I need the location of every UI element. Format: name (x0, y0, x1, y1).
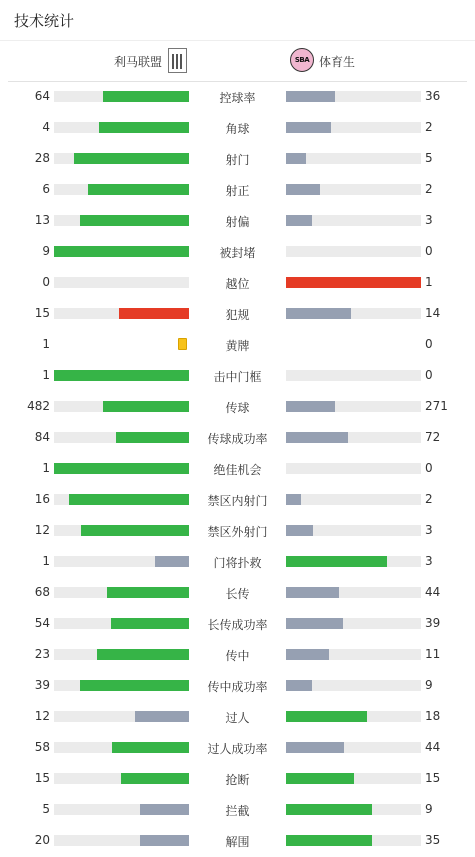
stat-label: 射偏 (225, 215, 250, 229)
stat-row (0, 205, 475, 236)
away-stat-value: 3 (425, 213, 433, 227)
away-stat-bar (286, 370, 421, 381)
away-stat-bar (286, 153, 421, 164)
away-stat-bar (286, 215, 421, 226)
home-stat-value: 15 (34, 771, 50, 785)
away-stat-bar-fill (286, 91, 335, 102)
stat-row (0, 298, 475, 329)
away-stat-bar (286, 773, 421, 784)
away-stat-value: 3 (425, 554, 433, 568)
away-stat-bar (286, 618, 421, 629)
stat-label: 传中 (225, 649, 250, 663)
stat-row (0, 794, 475, 825)
away-stat-bar-fill (286, 618, 343, 629)
stat-label: 被封堵 (219, 246, 256, 260)
stat-row (0, 608, 475, 639)
away-stat-bar (286, 91, 421, 102)
home-stat-bar (54, 649, 189, 660)
home-stat-bar-fill (140, 835, 189, 846)
stat-row (0, 546, 475, 577)
stat-row (0, 825, 475, 856)
stat-label: 传球 (225, 401, 250, 415)
stat-label: 射正 (225, 184, 250, 198)
away-stat-bar-fill (286, 184, 320, 195)
stat-row (0, 422, 475, 453)
home-stat-bar (54, 432, 189, 443)
stat-label: 越位 (225, 277, 250, 291)
home-stat-bar-fill (103, 401, 189, 412)
stat-label: 禁区内射门 (207, 494, 268, 508)
stat-row (0, 112, 475, 143)
home-stat-bar-fill (121, 773, 189, 784)
stat-label: 拦截 (225, 804, 250, 818)
away-stat-bar-fill (286, 711, 367, 722)
away-stat-value: 3 (425, 523, 433, 537)
home-stat-bar-fill (97, 649, 189, 660)
home-stat-bar (54, 153, 189, 164)
away-stat-value: 11 (425, 647, 441, 661)
stat-row (0, 329, 475, 360)
away-stat-value: 72 (425, 430, 441, 444)
away-stat-bar-fill (286, 556, 387, 567)
away-stat-bar (286, 680, 421, 691)
away-stat-value: 36 (425, 89, 441, 103)
away-stat-bar (286, 742, 421, 753)
home-stat-value: 1 (42, 461, 50, 475)
stat-row (0, 577, 475, 608)
home-stat-bar (54, 556, 189, 567)
section-title: 技术统计 (14, 12, 75, 30)
stat-label: 击中门框 (213, 370, 262, 384)
away-stat-value: 0 (425, 368, 433, 382)
stats-list (0, 81, 475, 856)
stat-label: 射门 (225, 153, 250, 167)
home-stat-bar-fill (116, 432, 189, 443)
home-stat-value: 12 (34, 709, 50, 723)
home-stat-value: 58 (34, 740, 50, 754)
stat-row (0, 143, 475, 174)
home-stat-value: 54 (34, 616, 50, 630)
stat-row (0, 174, 475, 205)
home-stat-value: 68 (34, 585, 50, 599)
away-stat-bar-fill (286, 277, 421, 288)
away-stat-bar (286, 835, 421, 846)
away-stat-value: 44 (425, 585, 441, 599)
away-stat-value: 2 (425, 182, 433, 196)
home-stat-bar-fill (112, 742, 189, 753)
home-stat-bar-fill (54, 370, 189, 381)
home-stat-bar-fill (80, 680, 189, 691)
stat-label: 解围 (225, 835, 250, 849)
away-stat-bar-fill (286, 122, 331, 133)
away-stat-bar (286, 463, 421, 474)
home-stat-bar-fill (140, 804, 189, 815)
home-stat-value: 6 (42, 182, 50, 196)
home-stat-bar (54, 308, 189, 319)
home-stat-bar-fill (107, 587, 189, 598)
sport-boys-crest-icon: SBA (290, 48, 314, 72)
away-stat-bar (286, 649, 421, 660)
home-stat-value: 1 (42, 368, 50, 382)
away-stat-bar-fill (286, 401, 335, 412)
home-stat-bar (54, 215, 189, 226)
away-stat-value: 9 (425, 678, 433, 692)
home-stat-bar-fill (103, 91, 189, 102)
home-stat-bar (54, 184, 189, 195)
yellow-card-icon (178, 338, 187, 350)
home-stat-value: 9 (42, 244, 50, 258)
home-stat-value: 16 (34, 492, 50, 506)
stat-label: 过人成功率 (207, 742, 268, 756)
away-stat-bar-fill (286, 773, 354, 784)
home-stat-value: 1 (42, 337, 50, 351)
home-stat-value: 0 (42, 275, 50, 289)
home-stat-value: 84 (34, 430, 50, 444)
home-stat-bar (54, 91, 189, 102)
away-stat-bar-fill (286, 494, 301, 505)
home-stat-value: 23 (34, 647, 50, 661)
home-stat-bar (54, 835, 189, 846)
home-stat-bar-fill (99, 122, 189, 133)
away-stat-bar-fill (286, 742, 344, 753)
home-stat-value: 4 (42, 120, 50, 134)
stat-row (0, 515, 475, 546)
home-stat-bar (54, 804, 189, 815)
home-stat-bar (54, 246, 189, 257)
away-stat-value: 0 (425, 461, 433, 475)
home-stat-bar (54, 773, 189, 784)
stat-label: 传球成功率 (207, 432, 268, 446)
home-stat-value: 15 (34, 306, 50, 320)
away-stat-bar (286, 525, 421, 536)
away-stat-value: 15 (425, 771, 441, 785)
stat-row (0, 763, 475, 794)
stat-row (0, 391, 475, 422)
away-stat-value: 44 (425, 740, 441, 754)
stat-label: 禁区外射门 (207, 525, 268, 539)
home-stat-bar (54, 401, 189, 412)
away-stat-bar-fill (286, 835, 372, 846)
stat-row (0, 732, 475, 763)
away-stat-bar (286, 401, 421, 412)
away-stat-value: 2 (425, 120, 433, 134)
away-stat-bar (286, 432, 421, 443)
away-stat-bar-fill (286, 215, 312, 226)
home-stat-bar (54, 525, 189, 536)
home-stat-value: 482 (27, 399, 50, 413)
stat-label: 长传成功率 (207, 618, 268, 632)
stat-label: 角球 (225, 122, 250, 136)
away-stat-value: 0 (425, 244, 433, 258)
stat-label: 抢断 (225, 773, 250, 787)
stat-row (0, 484, 475, 515)
home-stat-value: 28 (34, 151, 50, 165)
away-stat-bar-fill (286, 308, 351, 319)
home-stat-bar (54, 680, 189, 691)
away-stat-value: 0 (425, 337, 433, 351)
home-stat-bar (54, 711, 189, 722)
home-stat-bar (54, 494, 189, 505)
home-stat-bar-fill (81, 525, 189, 536)
away-stat-value: 39 (425, 616, 441, 630)
away-stat-bar (286, 122, 421, 133)
stat-label: 黄牌 (225, 339, 250, 353)
away-stat-bar (286, 556, 421, 567)
home-team-name: 利马联盟 (113, 55, 162, 69)
away-stat-value: 14 (425, 306, 441, 320)
away-stat-bar (286, 184, 421, 195)
away-stat-bar-fill (286, 680, 312, 691)
home-stat-bar-fill (54, 463, 189, 474)
home-stat-bar-fill (80, 215, 189, 226)
home-stat-bar (54, 618, 189, 629)
away-stat-value: 35 (425, 833, 441, 847)
home-stat-value: 1 (42, 554, 50, 568)
away-stat-bar-fill (286, 432, 348, 443)
stat-label: 传中成功率 (207, 680, 268, 694)
home-stat-bar-fill (155, 556, 189, 567)
away-stat-bar-fill (286, 153, 306, 164)
stat-row (0, 701, 475, 732)
home-stat-bar-fill (119, 308, 189, 319)
away-stat-bar-fill (286, 804, 372, 815)
home-stat-value: 39 (34, 678, 50, 692)
away-stat-value: 18 (425, 709, 441, 723)
away-stat-bar (286, 711, 421, 722)
home-stat-bar (54, 277, 189, 288)
home-stat-value: 20 (34, 833, 50, 847)
stat-label: 绝佳机会 (213, 463, 262, 477)
home-stat-bar-fill (69, 494, 189, 505)
stat-label: 门将扑救 (213, 556, 262, 570)
away-stat-value: 2 (425, 492, 433, 506)
home-stat-bar (54, 122, 189, 133)
home-stat-bar-fill (88, 184, 189, 195)
stat-row (0, 236, 475, 267)
stat-row (0, 360, 475, 391)
stat-label: 控球率 (219, 91, 256, 105)
home-stat-value: 12 (34, 523, 50, 537)
home-stat-bar (54, 587, 189, 598)
away-stat-bar-fill (286, 649, 329, 660)
away-stat-bar (286, 246, 421, 257)
home-stat-value: 64 (34, 89, 50, 103)
home-stat-bar-fill (135, 711, 189, 722)
home-stat-bar (54, 370, 189, 381)
stat-row (0, 639, 475, 670)
stat-row (0, 453, 475, 484)
stat-row (0, 81, 475, 112)
stat-row (0, 267, 475, 298)
away-stat-value: 271 (425, 399, 448, 413)
away-stat-bar (286, 308, 421, 319)
alianza-lima-crest-icon (168, 48, 187, 73)
stat-label: 过人 (225, 711, 250, 725)
home-stat-bar (54, 742, 189, 753)
stat-label: 犯规 (225, 308, 250, 322)
teams-bar (8, 41, 467, 82)
stats-header (0, 0, 475, 41)
away-team-name: 体育生 (319, 55, 356, 69)
away-stat-bar-fill (286, 525, 313, 536)
stat-label: 长传 (225, 587, 250, 601)
away-stat-bar (286, 277, 421, 288)
home-stat-bar-fill (111, 618, 189, 629)
away-stat-bar (286, 494, 421, 505)
home-stat-value: 5 (42, 802, 50, 816)
home-stat-bar (54, 463, 189, 474)
home-stat-bar-fill (74, 153, 189, 164)
away-stat-bar-fill (286, 587, 339, 598)
away-stat-value: 5 (425, 151, 433, 165)
away-stat-value: 1 (425, 275, 433, 289)
away-stat-bar (286, 804, 421, 815)
away-stat-value: 9 (425, 802, 433, 816)
home-stat-value: 13 (34, 213, 50, 227)
stat-row (0, 670, 475, 701)
away-stat-bar (286, 587, 421, 598)
home-stat-bar-fill (54, 246, 189, 257)
